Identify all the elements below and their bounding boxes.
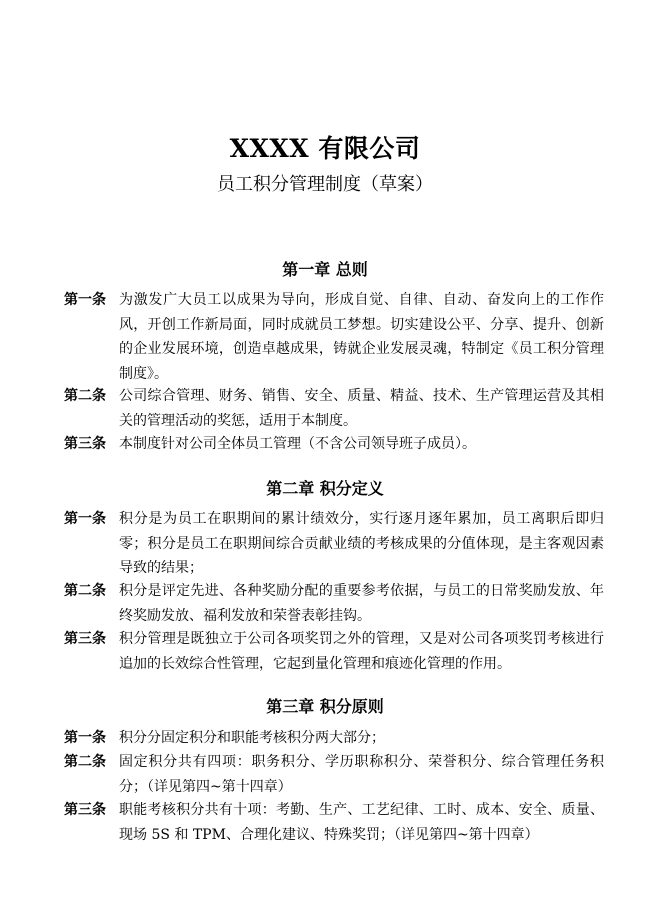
chapter-2-article-1 (64, 507, 604, 581)
chapter-2-heading: 第二章 积分定义 (266, 479, 384, 498)
article-label: 第一条 (64, 511, 106, 527)
chapter-3-article-2 (64, 750, 604, 799)
chapter-3-article-1 (64, 726, 604, 751)
article-text: 本制度针对公司全体员工管理（不含公司领导班子成员）。 (119, 436, 476, 452)
article-label: 第一条 (64, 730, 106, 746)
article-text: 公司综合管理、财务、销售、安全、质量、精益、技术、生产管理运营及其相关的管理活动的奖惩，适用于本制度。 (119, 388, 604, 429)
article-text: 积分分固定积分和职能考核积分两大部分； (119, 730, 385, 746)
article-text: 职能考核积分共有十项：考勤、生产、工艺纪律、工时、成本、安全、质量、现场 5S 和 TPM、合理化建议、特殊奖罚；（详见第四~第十四章） (119, 802, 604, 843)
chapter-1-article-1 (64, 288, 604, 386)
chapter-3-heading: 第三章 积分原则 (266, 697, 384, 716)
chapter-3-article-3 (64, 798, 604, 847)
article-label: 第三条 (64, 802, 106, 818)
chapter-2-article-2 (64, 579, 604, 628)
article-label: 第三条 (64, 631, 106, 647)
chapter-1-article-2 (64, 384, 604, 433)
article-label: 第二条 (64, 754, 106, 770)
article-text: 积分是为员工在职期间的累计绩效分，实行逐月逐年累加，员工离职后即归零；积分是员工在职期间综合贡献业绩的考核成果的分值体现，是主客观因素导致的结果； (119, 511, 604, 576)
article-text: 积分管理是既独立于公司各项奖罚之外的管理，又是对公司各项奖罚考核进行追加的长效综合性管理，它起到量化管理和痕迹化管理的作用。 (119, 631, 604, 672)
chapter-2-article-3 (64, 627, 604, 676)
chapter-1-article-3 (64, 432, 604, 457)
article-text: 为激发广大员工以成果为导向，形成自觉、自律、自动、奋发向上的工作作风，开创工作新局面，同时成就员工梦想。切实建设公平、分享、提升、创新的企业发展环境，创造卓越成果，铸就企业发展灵魂，特制定《员工积分管理制度》。 (119, 292, 604, 382)
article-text: 固定积分共有四项：职务积分、学历职称积分、荣誉积分、综合管理任务积分；（详见第四~第十四章） (119, 754, 604, 795)
document-subtitle: 员工积分管理制度（草案） (217, 174, 433, 195)
chapter-1-heading: 第一章 总则 (282, 260, 368, 279)
article-label: 第三条 (64, 436, 106, 452)
article-label: 第二条 (64, 388, 106, 404)
article-label: 第一条 (64, 292, 106, 308)
document-title: XXXX 有限公司 (229, 134, 421, 163)
article-text: 积分是评定先进、各种奖励分配的重要参考依据，与员工的日常奖励发放、年终奖励发放、福利发放和荣誉表彰挂钩。 (119, 583, 604, 624)
article-label: 第二条 (64, 583, 106, 599)
